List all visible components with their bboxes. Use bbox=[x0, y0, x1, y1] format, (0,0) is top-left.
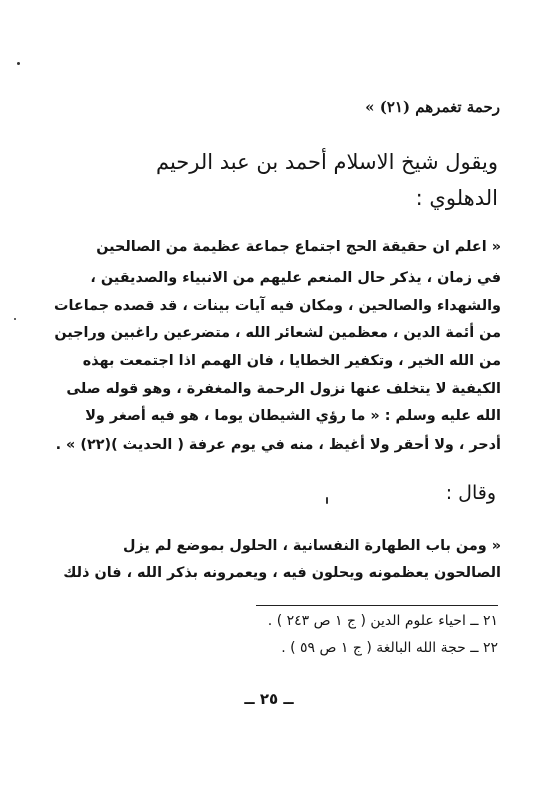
transition-heading: وقال : bbox=[445, 482, 496, 504]
quote-line: « اعلم ان حقيقة الحج اجتماع جماعة عظيمة من الصالحين bbox=[96, 239, 501, 255]
quote-line: من أئمة الدين ، معظمين لشعائر الله ، متضرعين راغبين وراجين bbox=[54, 325, 501, 341]
intro-heading-line-1: ويقول شيخ الاسلام أحمد بن عبد الرحيم bbox=[155, 150, 498, 174]
quote-line: في زمان ، يذكر حال المنعم عليهم من الانبياء والصديقين ، bbox=[90, 270, 501, 286]
continued-quote-ending: رحمة تغمرهم (٢١) » bbox=[365, 98, 500, 116]
intro-heading-line-2: الدهلوي : bbox=[415, 186, 498, 210]
scan-speck bbox=[326, 497, 328, 504]
quote2-line: « ومن باب الطهارة النفسانية ، الحلول بموضع لم يزل bbox=[122, 538, 501, 554]
footnote-22: ٢٢ ــ حجة الله البالغة ( ج ١ ص ٥٩ ) . bbox=[281, 640, 498, 656]
scan-speck bbox=[14, 318, 16, 320]
quote-line: من الله الخير ، وتكفير الخطايا ، فان الهمم اذا اجتمعت بهذه bbox=[82, 353, 501, 369]
quote-line: الله عليه وسلم : « ما رؤي الشيطان يوما ، هو فيه أصغر ولا bbox=[85, 408, 501, 424]
footnote-21: ٢١ ــ احياء علوم الدين ( ج ١ ص ٢٤٣ ) . bbox=[267, 613, 498, 629]
quote2-line: الصالحون يعظمونه ويحلون فيه ، ويعمرونه بذكر الله ، فان ذلك bbox=[63, 565, 501, 581]
quote-line: الكيفية لا يتخلف عنها نزول الرحمة والمغفرة ، وهو قوله صلى bbox=[66, 381, 501, 397]
page-number: ــ ٢٥ ــ bbox=[244, 690, 294, 708]
footnote-divider bbox=[256, 605, 498, 606]
quote-line: والشهداء والصالحين ، ومكان فيه آيات بينات ، قد قصده جماعات bbox=[54, 298, 501, 314]
scan-speck bbox=[17, 62, 20, 65]
quote-line: أدحر ، ولا أحقر ولا أغيظ ، منه في يوم عرفة ( الحديث )(٢٢) » . bbox=[55, 437, 501, 453]
